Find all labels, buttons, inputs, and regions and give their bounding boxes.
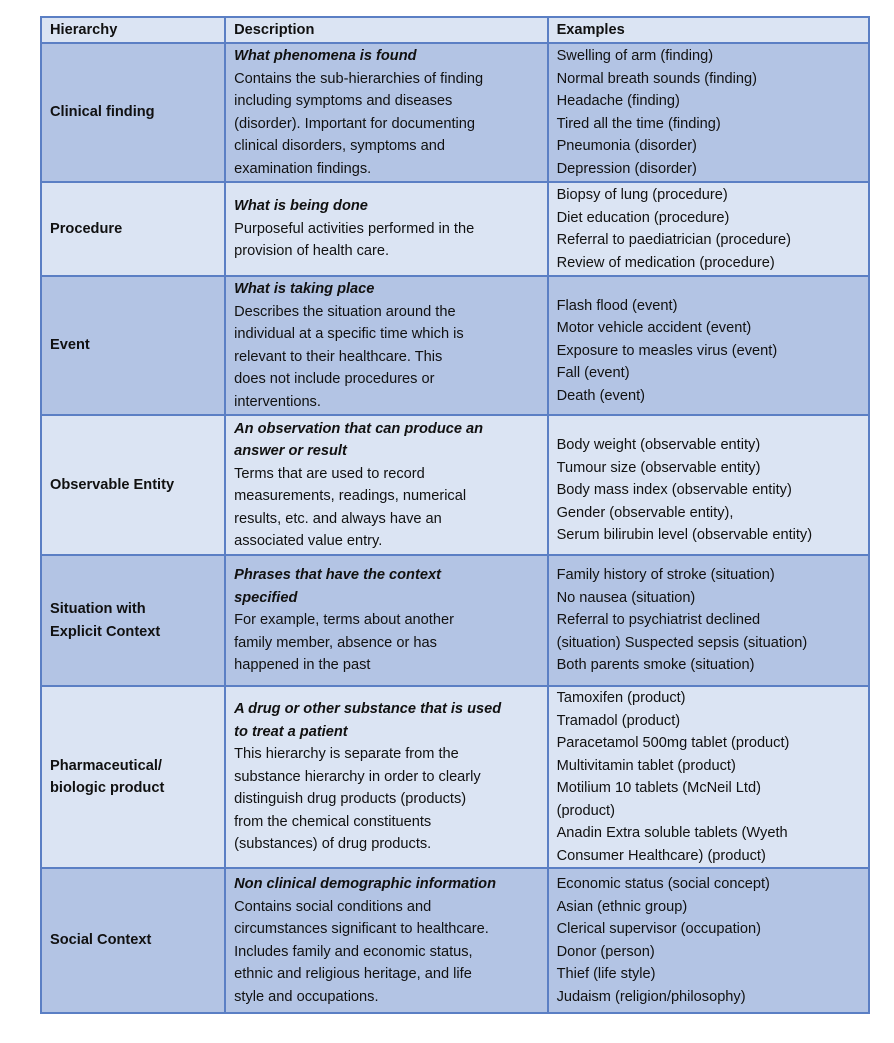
examples-cell [548, 43, 869, 182]
description-cell [225, 686, 547, 868]
description-cell [225, 182, 547, 276]
hierarchy-name: Explicit Context [50, 623, 161, 640]
example-item: Serum bilirubin level (observable entity) [556, 527, 813, 544]
description-text: For example, terms about another [234, 612, 454, 629]
hierarchy-cell [41, 868, 225, 1013]
description-text: substance hierarchy in order to clearly [234, 768, 481, 785]
hierarchy-cell [41, 686, 225, 868]
hierarchy-name: Observable Entity [50, 476, 175, 493]
hierarchy-cell [41, 555, 225, 686]
example-item: Tired all the time (finding) [556, 115, 721, 132]
example-item: Pneumonia (disorder) [556, 138, 697, 154]
hierarchy-name: biologic product [50, 780, 165, 796]
description-text: happened in the past [234, 657, 371, 674]
example-item: Normal breath sounds (finding) [556, 70, 757, 87]
description-text: Contains social conditions and [234, 898, 432, 915]
hierarchy-name: Social Context [50, 932, 152, 949]
example-item: No nausea (situation) [556, 589, 696, 606]
description-subtitle: What is taking place [234, 281, 375, 297]
description-text: Includes family and economic status, [234, 943, 473, 960]
example-item: Flash flood (event) [556, 297, 678, 314]
hierarchy-name: Event [50, 337, 90, 354]
example-item: Economic status (social concept) [556, 876, 770, 892]
description-subtitle: Phrases that have the context [234, 567, 441, 584]
examples-cell [548, 555, 869, 686]
example-item: Diet education (procedure) [556, 209, 730, 226]
description-subtitle: to treat a patient [234, 723, 348, 740]
table-row [41, 868, 869, 1013]
description-text: results, etc. and always have an [234, 510, 442, 527]
hierarchy-cell [41, 182, 225, 276]
hierarchy-name: Situation with [50, 601, 146, 617]
example-item: Both parents smoke (situation) [556, 657, 755, 674]
description-text: Terms that are used to record [234, 465, 425, 482]
description-text: provision of health care. [234, 243, 390, 260]
description-text: Purposeful activities performed in the [234, 220, 475, 237]
description-subtitle: answer or result [234, 443, 347, 459]
example-item: Consumer Healthcare) (product) [556, 847, 766, 864]
description-subtitle: What is being done [234, 198, 368, 215]
table-row [41, 276, 869, 415]
table-row [41, 182, 869, 276]
description-text: Contains the sub-hierarchies of finding [234, 70, 484, 87]
example-item: Body weight (observable entity) [556, 437, 761, 454]
hierarchy-name: Clinical finding [50, 104, 155, 121]
example-item: Headache (finding) [556, 93, 680, 109]
example-item: Motor vehicle accident (event) [556, 320, 752, 337]
examples-cell [548, 868, 869, 1013]
examples-cell [548, 276, 869, 415]
example-item: (product) [556, 802, 615, 819]
example-item: Paracetamol 500mg tablet (product) [556, 735, 790, 751]
description-text: ethnic and religious heritage, and life [234, 966, 472, 982]
example-item: Asian (ethnic group) [556, 898, 688, 915]
description-text: style and occupations. [234, 988, 379, 1005]
header-description: Description [225, 17, 547, 43]
table-row [41, 555, 869, 686]
description-text: (disorder). Important for documenting [234, 115, 476, 132]
description-text: (substances) of drug products. [234, 836, 432, 853]
hierarchy-name: Pharmaceutical/ [50, 757, 162, 774]
description-text: family member, absence or has [234, 634, 437, 651]
description-text: examination findings. [234, 160, 372, 177]
description-text: circumstances significant to healthcare. [234, 921, 489, 937]
header-examples: Examples [548, 17, 869, 43]
description-subtitle: An observation that can produce an [234, 420, 484, 437]
description-subtitle: What phenomena is found [234, 48, 417, 64]
table-row [41, 686, 869, 868]
example-item: Multivitamin tablet (product) [556, 757, 736, 774]
header-row [41, 17, 869, 43]
table-body [41, 43, 869, 1013]
description-text: individual at a specific time which is [234, 326, 464, 342]
example-item: Motilium 10 tablets (McNeil Ltd) [556, 780, 761, 796]
description-subtitle: Non clinical demographic information [234, 876, 497, 892]
description-subtitle: specified [234, 589, 298, 606]
description-subtitle: A drug or other substance that is used [234, 701, 502, 718]
example-item: Gender (observable entity), [556, 504, 734, 521]
example-item: Death (event) [556, 387, 645, 404]
description-cell [225, 415, 547, 555]
hierarchy-cell [41, 415, 225, 555]
example-item: Judaism (religion/philosophy) [556, 988, 746, 1005]
hierarchy-cell [41, 276, 225, 415]
description-text: does not include procedures or [234, 371, 435, 387]
description-text: This hierarchy is separate from the [234, 746, 459, 763]
examples-cell [548, 182, 869, 276]
description-text: from the chemical constituents [234, 813, 432, 830]
description-cell [225, 43, 547, 182]
example-item: Depression (disorder) [556, 160, 697, 177]
example-item: Body mass index (observable entity) [556, 482, 792, 499]
examples-cell [548, 686, 869, 868]
example-item: Referral to psychiatrist declined [556, 612, 761, 629]
example-item: Anadin Extra soluble tablets (Wyeth [556, 825, 788, 841]
description-cell [225, 555, 547, 686]
example-item: Referral to paediatrician (procedure) [556, 232, 792, 248]
hierarchy-name: Procedure [50, 220, 123, 237]
example-item: Fall (event) [556, 365, 630, 382]
example-item: Family history of stroke (situation) [556, 567, 775, 584]
example-item: Donor (person) [556, 943, 655, 960]
description-cell [225, 276, 547, 415]
hierarchy-cell [41, 43, 225, 182]
example-item: Tramadol (product) [556, 712, 681, 729]
description-text: relevant to their healthcare. This [234, 348, 443, 365]
description-text: including symptoms and diseases [234, 93, 453, 109]
description-text: interventions. [234, 393, 321, 410]
description-text: measurements, readings, numerical [234, 488, 467, 504]
description-text: clinical disorders, symptoms and [234, 138, 445, 154]
example-item: Clerical supervisor (occupation) [556, 921, 761, 937]
example-item: Tumour size (observable entity) [556, 459, 761, 476]
example-item: (situation) Suspected sepsis (situation) [556, 634, 808, 651]
example-item: Swelling of arm (finding) [556, 48, 714, 64]
description-cell [225, 868, 547, 1013]
example-item: Tamoxifen (product) [556, 690, 686, 706]
header-hierarchy: Hierarchy [41, 17, 225, 43]
table-row [41, 43, 869, 182]
example-item: Biopsy of lung (procedure) [556, 187, 728, 203]
description-text: distinguish drug products (products) [234, 791, 467, 808]
description-text: associated value entry. [234, 533, 383, 549]
example-item: Thief (life style) [556, 966, 656, 982]
description-text: Describes the situation around the [234, 303, 456, 320]
examples-cell [548, 415, 869, 555]
example-item: Exposure to measles virus (event) [556, 342, 778, 359]
table-row [41, 415, 869, 555]
hierarchy-table [40, 16, 870, 1014]
example-item: Review of medication (procedure) [556, 254, 775, 271]
